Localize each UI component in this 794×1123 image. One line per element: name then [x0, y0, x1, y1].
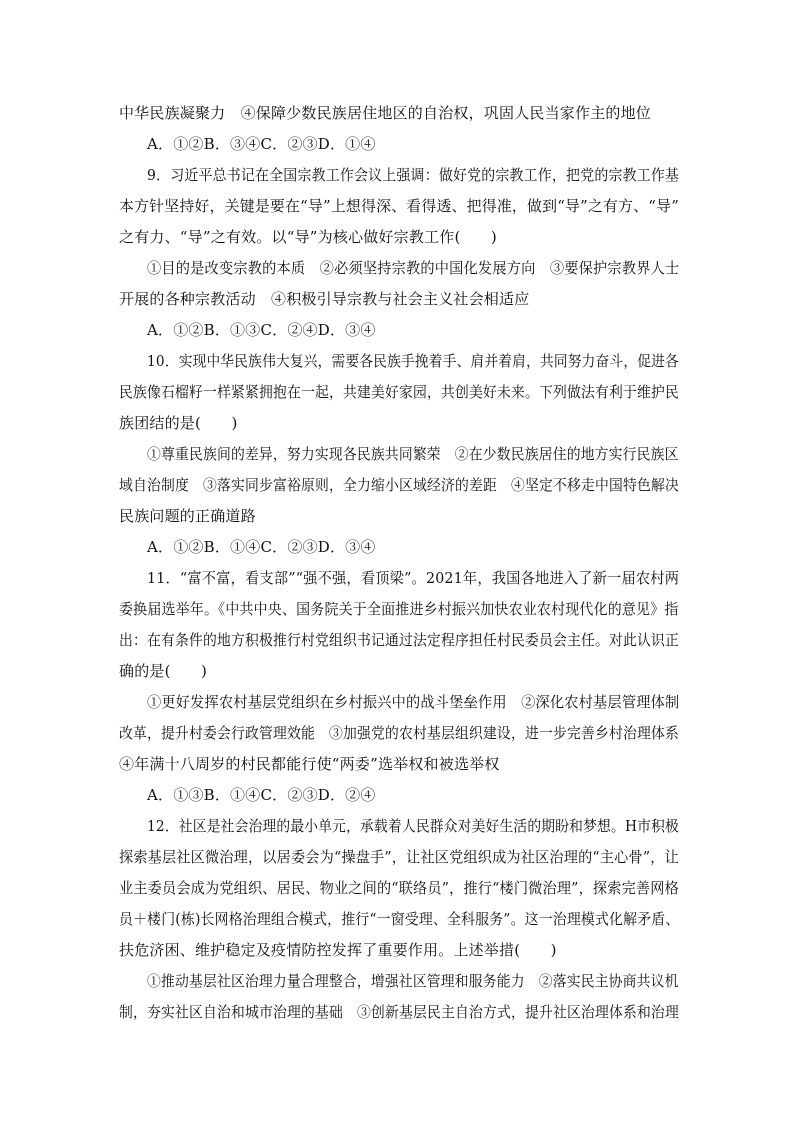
text-line: ④年满十八周岁的村民都能行使“两委”选举权和被选举权: [119, 755, 500, 773]
text-line: 本方针坚持好，关键是要在“导”上想得深、看得透、把得准，做到“导”之有方、“导”: [119, 197, 680, 215]
question-12-stem: 12．社区是社会治理的最小单元，承载着人民群众对美好生活的期盼和梦想。H市积极: [147, 817, 679, 835]
text-line: 中华民族凝聚力 ④保障少数民族居住地区的自治权，巩固人民当家作主的地位: [119, 104, 652, 122]
answer-options-q10: A．①②B．①④C．②③D．③④: [147, 538, 376, 556]
question-10-stem: 10．实现中华民族伟大复兴，需要各民族手挽着手、肩并着肩，共同努力奋斗，促进各: [147, 352, 679, 370]
question-9-statements: ①目的是改变宗教的本质 ②必须坚持宗教的中国化发展方向 ③要保护宗教界人士: [147, 259, 680, 277]
question-10-statements: ①尊重民族间的差异，努力实现各民族共同繁荣 ②在少数民族居住的地方实行民族区: [147, 445, 679, 463]
answer-options-q11: A．①③B．①④C．②③D．②④: [147, 786, 376, 804]
question-9-stem: 9．习近平总书记在全国宗教工作会议上强调：做好党的宗教工作，把党的宗教工作基: [147, 166, 680, 184]
answer-options-q8: A．①②B．③④C．②③D．①④: [147, 135, 376, 153]
text-line: 开展的各种宗教活动 ④积极引导宗教与社会主义社会相适应: [119, 290, 530, 308]
question-11-stem: 11．“富不富，看支部”“强不强，看顶梁”。2021年，我国各地进入了新一届农村两: [147, 569, 680, 587]
question-12-statements: ①推动基层社区治理力量合理整合，增强社区管理和服务能力 ②落实民主协商共议机: [147, 972, 679, 990]
text-line: 扶危济困、维护稳定及疫情防控发挥了重要作用。上述举措( ): [119, 941, 557, 959]
text-line: 民族像石榴籽一样紧紧拥抱在一起，共建美好家园，共创美好未来。下列做法有利于维护民: [119, 383, 680, 401]
text-line: 出：在有条件的地方积极推行村党组织书记通过法定程序担任村民委员会主任。对此认识正: [119, 631, 680, 649]
text-line: 改革，提升村委会行政管理效能 ③加强党的农村基层组织建设，进一步完善乡村治理体系: [119, 724, 680, 742]
text-line: 族团结的是( ): [119, 414, 238, 432]
text-line: 域自治制度 ③落实同步富裕原则，全力缩小区域经济的差距 ④坚定不移走中国特色解决: [119, 476, 680, 494]
text-line: 业主委员会成为党组织、居民、物业之间的“联络员”，推行“楼门微治理”，探索完善网格: [119, 879, 679, 897]
text-line: 民族问题的正确道路: [119, 507, 256, 525]
answer-options-q9: A．①②B．①③C．②④D．③④: [147, 321, 376, 339]
text-line: 员＋楼门(栋)长网格治理组合模式，推行“一窗受理、全科服务”。这一治理模式化解矛盾、: [119, 910, 680, 928]
text-line: 确的是( ): [119, 662, 208, 680]
question-11-statements: ①更好发挥农村基层党组织在乡村振兴中的战斗堡垒作用 ②深化农村基层管理体制: [147, 693, 680, 711]
text-line: 制，夯实社区自治和城市治理的基础 ③创新基层民主自治方式，提升社区治理体系和治理: [119, 1003, 680, 1021]
text-line: 委换届选举年。《中共中央、国务院关于全面推进乡村振兴加快农业农村现代化的意见》指: [119, 600, 679, 618]
text-line: 之有力、“导”之有效。以“导”为核心做好宗教工作( ): [119, 228, 497, 246]
text-line: 探索基层社区微治理，以居委会为“操盘手”，让社区党组织成为社区治理的“主心骨”，让: [119, 848, 679, 866]
